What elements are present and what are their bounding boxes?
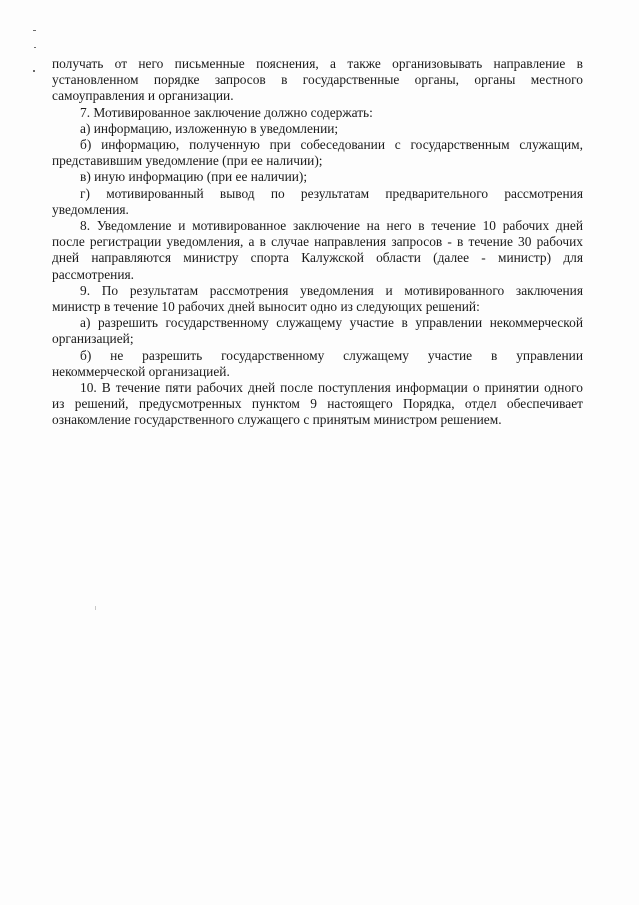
text-line: ознакомление государственного служащего с принятым министром решением. (52, 412, 502, 428)
text-line: в) иную информацию (при ее наличии); (80, 169, 308, 185)
text-line: представившим уведомление (при ее наличии); (52, 153, 323, 169)
text-line: а) разрешить государственному служащему участие в управлении некоммерческой (80, 315, 583, 331)
text-line: дней направляются министру спорта Калужской области (далее - министр) для (52, 250, 583, 266)
text-line: 8. Уведомление и мотивированное заключение на него в течение 10 рабочих дней (80, 218, 583, 234)
text-line: 7. Мотивированное заключение должно содержать: (80, 104, 373, 120)
text-line: самоуправления и организации. (52, 88, 234, 104)
text-line: организацией; (52, 331, 134, 347)
scan-speck (34, 47, 36, 48)
scan-speck (33, 70, 35, 72)
text-line: из решений, предусмотренных пунктом 9 настоящего Порядка, отдел обеспечивает (52, 396, 583, 412)
text-line: б) не разрешить государственному служащему участие в управлении (80, 347, 583, 363)
text-line: установленном порядке запросов в государственные органы, органы местного (52, 72, 583, 88)
scan-speck (95, 606, 96, 610)
document-body (52, 56, 583, 429)
text-line: 9. По результатам рассмотрения уведомления и мотивированного заключения (80, 282, 583, 298)
text-line: после регистрации уведомления, а в случае направления запросов - в течение 30 рабочих (52, 234, 583, 250)
text-line: 10. В течение пяти рабочих дней после поступления информации о принятии одного (80, 380, 583, 396)
text-line: некоммерческой организацией. (52, 363, 230, 379)
text-line: министр в течение 10 рабочих дней выносит одно из следующих решений: (52, 299, 480, 315)
text-line: рассмотрения. (52, 266, 135, 282)
text-line: получать от него письменные пояснения, а также организовывать направление в (52, 56, 583, 71)
scan-speck (33, 30, 36, 31)
text-line: уведомления. (52, 201, 129, 217)
text-line: г) мотивированный вывод по результатам предварительного рассмотрения (80, 185, 583, 201)
text-line: б) информацию, полученную при собеседовании с государственным служащим, (80, 137, 583, 153)
text-line: а) информацию, изложенную в уведомлении; (80, 120, 339, 136)
